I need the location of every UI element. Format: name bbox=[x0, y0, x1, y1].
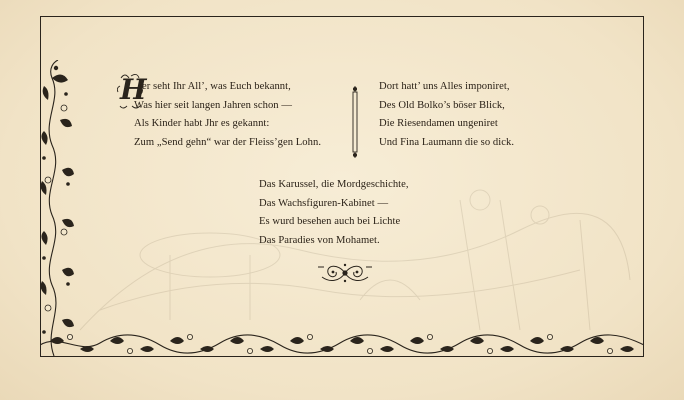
stanza-bottom-line-4: Das Paradies von Mohamet. bbox=[259, 234, 380, 246]
vine-border-left-icon bbox=[40, 60, 74, 356]
stanza-left-line-2: Was hier seit langen Jahren schon — bbox=[134, 99, 292, 111]
stanza-bottom-line-3: Es wurd besehen auch bei Lichte bbox=[259, 216, 401, 228]
stanza-bottom-line-2: Das Wachsfiguren-Kabinet — bbox=[259, 197, 389, 209]
frame-right-rule bbox=[643, 16, 644, 356]
frame-top-rule bbox=[40, 16, 643, 17]
stanza-bottom bbox=[259, 176, 409, 250]
column-divider-ornament-icon bbox=[350, 86, 360, 158]
stanza-right-line-2: Des Old Bolko’s böser Blick, bbox=[379, 99, 505, 111]
stanza-left-line-1: ier seht Ihr All’, was Euch bekannt, bbox=[139, 81, 291, 92]
stanza-right bbox=[379, 78, 514, 152]
stanza-left bbox=[134, 78, 321, 152]
stanza-left-line-4: Zum „Send gehn“ war der Fleiss’gen Lohn. bbox=[134, 136, 322, 148]
drop-cap-letter: H bbox=[120, 73, 147, 106]
floral-flourish-ornament-icon bbox=[318, 261, 372, 285]
stanza-bottom-line-1: Das Karussel, die Mordgeschichte, bbox=[259, 179, 409, 190]
stanza-left-line-3: Als Kinder habt Jhr es gekannt: bbox=[134, 118, 270, 130]
stanza-right-line-1: Dort hatt’ uns Alles imponiret, bbox=[379, 81, 510, 92]
stanza-right-line-4: Und Fina Laumann die so dick. bbox=[379, 136, 515, 148]
vine-border-bottom-icon bbox=[40, 331, 644, 357]
stanza-right-line-3: Die Riesendamen ungeniret bbox=[379, 118, 498, 130]
